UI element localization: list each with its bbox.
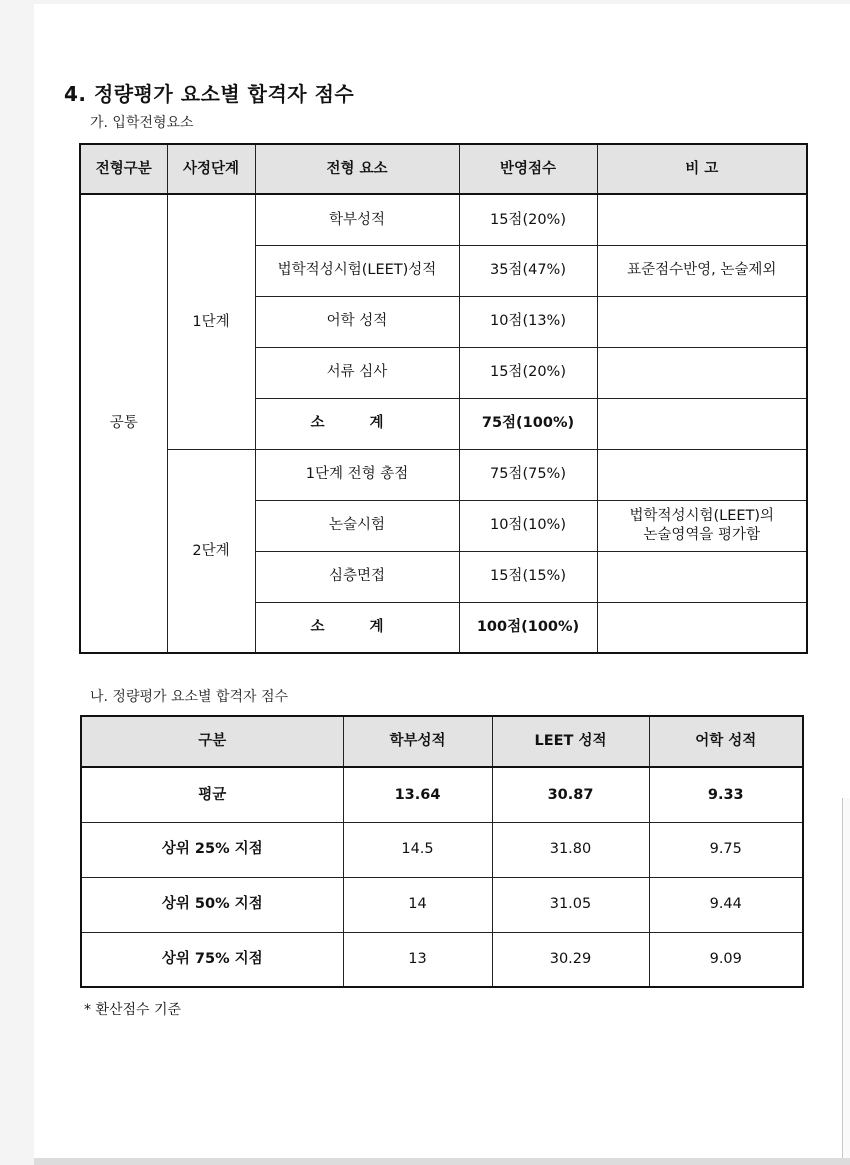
score-cell: 75점(75%): [459, 449, 597, 500]
col-header: LEET 성적: [492, 716, 649, 767]
value-cell: 9.09: [649, 932, 803, 987]
score-cell: 10점(10%): [459, 500, 597, 551]
note-cell: 표준점수반영, 논술제외: [597, 245, 807, 296]
group-cell: 공통: [80, 194, 167, 653]
table-row: [81, 932, 803, 987]
table-header-row: [81, 716, 803, 767]
element-cell: 1단계 전형 총점: [255, 449, 459, 500]
table-row: [80, 449, 807, 500]
col-header: 반영점수: [459, 144, 597, 194]
note-cell: [597, 296, 807, 347]
subsection-title-a: 가. 입학전형요소: [90, 115, 194, 131]
value-cell: 9.33: [649, 767, 803, 822]
value-cell: 13.64: [343, 767, 492, 822]
subsection-title-b: 나. 정량평가 요소별 합격자 점수: [90, 689, 289, 705]
table-row: [81, 767, 803, 822]
element-cell: 논술시험: [255, 500, 459, 551]
note-cell: [597, 347, 807, 398]
table-row: [81, 822, 803, 877]
row-label: 평균: [81, 767, 343, 822]
score-cell: 15점(15%): [459, 551, 597, 602]
row-label: 상위 75% 지점: [81, 932, 343, 987]
subtotal-score: 75점(100%): [459, 398, 597, 449]
value-cell: 30.29: [492, 932, 649, 987]
element-cell: 어학 성적: [255, 296, 459, 347]
section-heading: 4. 정량평가 요소별 합격자 점수: [64, 82, 355, 106]
table-row: [81, 877, 803, 932]
note-cell: [597, 551, 807, 602]
score-cell: 15점(20%): [459, 194, 597, 245]
col-header: 어학 성적: [649, 716, 803, 767]
element-cell: 심층면접: [255, 551, 459, 602]
table-row: [80, 194, 807, 245]
col-header: 전형구분: [80, 144, 167, 194]
value-cell: 30.87: [492, 767, 649, 822]
value-cell: 9.44: [649, 877, 803, 932]
value-cell: 31.05: [492, 877, 649, 932]
next-page-edge: [842, 798, 850, 1158]
subtotal-label: 소 계: [255, 602, 459, 653]
col-header: 전형 요소: [255, 144, 459, 194]
page-bottom-border: [34, 1158, 850, 1165]
value-cell: 13: [343, 932, 492, 987]
admission-elements-table: [79, 143, 808, 654]
col-header: 사정단계: [167, 144, 255, 194]
element-cell: 법학적성시험(LEET)성적: [255, 245, 459, 296]
col-header: 구분: [81, 716, 343, 767]
footnote: * 환산점수 기준: [84, 1002, 182, 1018]
subtotal-score: 100점(100%): [459, 602, 597, 653]
score-cell: 10점(13%): [459, 296, 597, 347]
note-cell: 법학적성시험(LEET)의 논술영역을 평가함: [597, 500, 807, 551]
passer-scores-table: [80, 715, 804, 988]
stage-cell: 2단계: [167, 449, 255, 653]
note-cell: [597, 449, 807, 500]
table-header-row: [80, 144, 807, 194]
col-header: 비 고: [597, 144, 807, 194]
element-cell: 학부성적: [255, 194, 459, 245]
value-cell: 9.75: [649, 822, 803, 877]
value-cell: 31.80: [492, 822, 649, 877]
note-cell: [597, 398, 807, 449]
value-cell: 14.5: [343, 822, 492, 877]
score-cell: 35점(47%): [459, 245, 597, 296]
row-label: 상위 25% 지점: [81, 822, 343, 877]
element-cell: 서류 심사: [255, 347, 459, 398]
value-cell: 14: [343, 877, 492, 932]
note-cell: [597, 194, 807, 245]
score-cell: 15점(20%): [459, 347, 597, 398]
row-label: 상위 50% 지점: [81, 877, 343, 932]
subtotal-label: 소 계: [255, 398, 459, 449]
note-cell: [597, 602, 807, 653]
stage-cell: 1단계: [167, 194, 255, 449]
col-header: 학부성적: [343, 716, 492, 767]
